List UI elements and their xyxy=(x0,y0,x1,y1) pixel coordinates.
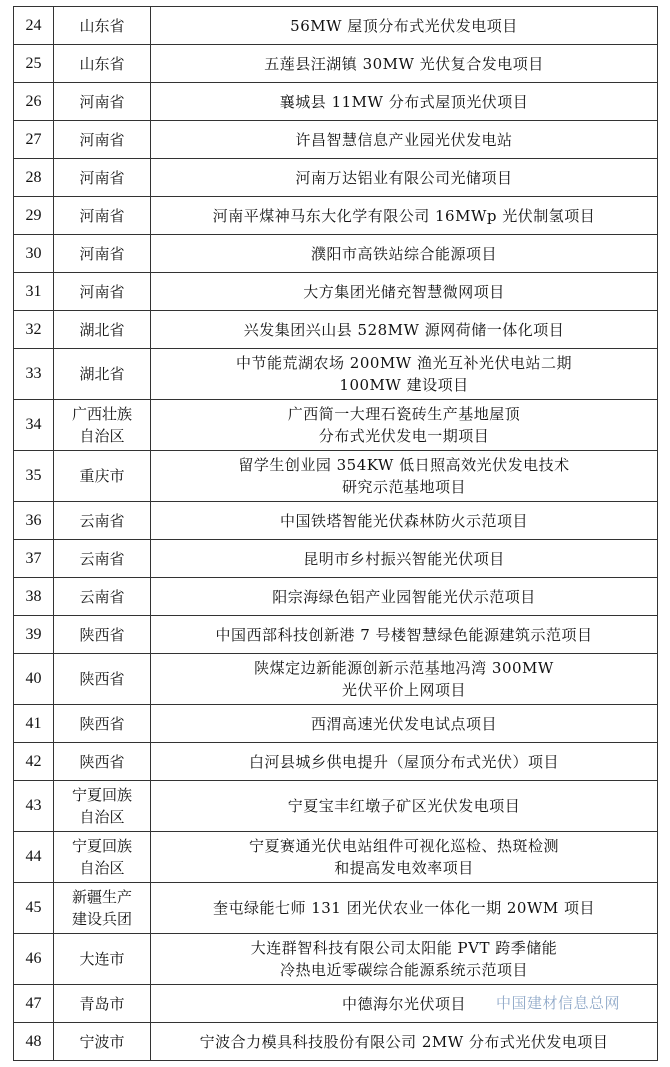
project-text: 宁夏赛通光伏电站组件可视化巡检、热斑检测 xyxy=(248,837,559,855)
province-text: 河南省 xyxy=(79,130,125,149)
province-text: 云南省 xyxy=(79,549,125,568)
project-text: 大方集团光储充智慧微网项目 xyxy=(303,282,505,301)
project-text: 中德海尔光伏项目 xyxy=(341,994,466,1013)
project-cell xyxy=(151,502,658,540)
project-text: 留学生创业园 354KW 低日照高效光伏发电技术 xyxy=(238,456,570,474)
project-table-body xyxy=(14,7,658,1061)
project-text: 中节能荒湖农场 200MW 渔光互补光伏电站二期 xyxy=(236,354,572,372)
row-number: 38 xyxy=(14,578,54,616)
province-cell xyxy=(54,311,151,349)
province-cell xyxy=(54,349,151,400)
province-text: 大连市 xyxy=(79,950,125,968)
table-row xyxy=(14,540,658,578)
project-cell xyxy=(151,705,658,743)
table-row xyxy=(14,121,658,159)
table-row xyxy=(14,616,658,654)
province-cell xyxy=(54,235,151,273)
table-row xyxy=(14,197,658,235)
row-number: 46 xyxy=(14,934,54,985)
project-cell xyxy=(151,311,658,349)
province-text: 河南省 xyxy=(79,244,125,263)
project-cell xyxy=(151,83,658,121)
province-cell xyxy=(54,451,151,502)
table-row xyxy=(14,1023,658,1061)
province-text: 陕西省 xyxy=(79,714,125,733)
row-number: 35 xyxy=(14,451,54,502)
table-row xyxy=(14,934,658,985)
project-cell xyxy=(151,197,658,235)
row-number: 48 xyxy=(14,1023,54,1061)
province-cell xyxy=(54,1023,151,1061)
table-row xyxy=(14,349,658,400)
province-text: 云南省 xyxy=(79,587,125,606)
table-row xyxy=(14,400,658,451)
row-number: 34 xyxy=(14,400,54,451)
province-text: 河南省 xyxy=(79,206,125,225)
province-cell xyxy=(54,159,151,197)
province-text: 河南省 xyxy=(79,92,125,111)
project-text: 五莲县汪湖镇 30MW 光伏复合发电项目 xyxy=(264,54,544,73)
table-row xyxy=(14,311,658,349)
project-text: 中国西部科技创新港 7 号楼智慧绿色能源建筑示范项目 xyxy=(215,625,593,644)
table-row xyxy=(14,578,658,616)
project-text: 襄城县 11MW 分布式屋顶光伏项目 xyxy=(279,92,529,111)
project-text: 许昌智慧信息产业园光伏发电站 xyxy=(295,130,513,149)
table-row xyxy=(14,502,658,540)
province-text: 湖北省 xyxy=(79,320,125,339)
project-cell xyxy=(151,781,658,832)
project-text: 奎屯绿能七师 131 团光伏农业一体化一期 20WM 项目 xyxy=(212,899,596,917)
province-cell xyxy=(54,832,151,883)
province-cell xyxy=(54,578,151,616)
table-row xyxy=(14,83,658,121)
row-number: 30 xyxy=(14,235,54,273)
province-text: 重庆市 xyxy=(79,467,125,485)
province-cell xyxy=(54,197,151,235)
row-number: 40 xyxy=(14,654,54,705)
row-number: 42 xyxy=(14,743,54,781)
row-number: 32 xyxy=(14,311,54,349)
row-number: 39 xyxy=(14,616,54,654)
province-cell xyxy=(54,616,151,654)
province-cell xyxy=(54,273,151,311)
project-cell xyxy=(151,654,658,705)
project-text: 西渭高速光伏发电试点项目 xyxy=(310,714,497,733)
project-cell xyxy=(151,451,658,502)
project-text: 宁波合力模具科技股份有限公司 2MW 分布式光伏发电项目 xyxy=(199,1032,609,1051)
project-cell xyxy=(151,45,658,83)
province-cell xyxy=(54,540,151,578)
project-cell xyxy=(151,540,658,578)
province-text: 青岛市 xyxy=(79,994,125,1013)
project-text: 陕煤定边新能源创新示范基地冯湾 300MW xyxy=(254,659,554,677)
province-text: 宁夏回族 xyxy=(71,786,132,804)
province-text: 云南省 xyxy=(79,511,125,530)
province-text: 广西壮族 xyxy=(71,405,132,423)
row-number: 37 xyxy=(14,540,54,578)
province-cell xyxy=(54,883,151,934)
province-text: 建设兵团 xyxy=(71,910,132,928)
province-cell xyxy=(54,934,151,985)
table-row xyxy=(14,7,658,45)
project-cell xyxy=(151,7,658,45)
table-row xyxy=(14,832,658,883)
project-text: 光伏平价上网项目 xyxy=(341,681,466,699)
row-number: 36 xyxy=(14,502,54,540)
project-table xyxy=(13,6,658,1061)
row-number: 29 xyxy=(14,197,54,235)
table-row xyxy=(14,883,658,934)
project-text: 白河县城乡供电提升（屋顶分布式光伏）项目 xyxy=(248,752,559,771)
row-number: 44 xyxy=(14,832,54,883)
table-row xyxy=(14,781,658,832)
province-text: 陕西省 xyxy=(79,670,125,688)
row-number: 47 xyxy=(14,985,54,1023)
project-cell xyxy=(151,273,658,311)
table-row xyxy=(14,743,658,781)
watermark-text: 中国建材信息总网 xyxy=(496,994,621,1012)
province-text: 陕西省 xyxy=(79,752,125,771)
row-number: 41 xyxy=(14,705,54,743)
table-row xyxy=(14,235,658,273)
project-cell xyxy=(151,400,658,451)
row-number: 28 xyxy=(14,159,54,197)
row-number: 25 xyxy=(14,45,54,83)
province-text: 山东省 xyxy=(79,54,125,73)
project-text: 研究示范基地项目 xyxy=(341,478,466,496)
project-text: 大连群智科技有限公司太阳能 PVT 跨季储能 xyxy=(250,939,558,957)
table-row xyxy=(14,45,658,83)
province-cell xyxy=(54,400,151,451)
project-text: 兴发集团兴山县 528MW 源网荷储一体化项目 xyxy=(243,320,565,339)
project-text: 中国铁塔智能光伏森林防火示范项目 xyxy=(279,511,528,530)
province-text: 宁波市 xyxy=(79,1032,125,1051)
project-cell xyxy=(151,578,658,616)
table-row xyxy=(14,159,658,197)
province-text: 自治区 xyxy=(79,427,125,445)
project-cell xyxy=(151,159,658,197)
province-cell xyxy=(54,502,151,540)
province-cell xyxy=(54,781,151,832)
row-number: 33 xyxy=(14,349,54,400)
row-number: 31 xyxy=(14,273,54,311)
province-cell xyxy=(54,985,151,1023)
project-cell xyxy=(151,349,658,400)
province-text: 新疆生产 xyxy=(71,888,132,906)
table-row xyxy=(14,705,658,743)
province-text: 山东省 xyxy=(79,16,125,35)
table-row xyxy=(14,451,658,502)
row-number: 45 xyxy=(14,883,54,934)
province-cell xyxy=(54,121,151,159)
project-text: 56MW 屋顶分布式光伏发电项目 xyxy=(290,16,518,35)
project-text: 濮阳市高铁站综合能源项目 xyxy=(310,244,497,263)
project-text: 100MW 建设项目 xyxy=(339,376,469,394)
province-text: 湖北省 xyxy=(79,365,125,383)
project-cell xyxy=(151,235,658,273)
table-row xyxy=(14,273,658,311)
province-text: 宁夏回族 xyxy=(71,837,132,855)
province-text: 河南省 xyxy=(79,282,125,301)
project-text: 阳宗海绿色铝产业园智能光伏示范项目 xyxy=(272,587,536,606)
province-cell xyxy=(54,7,151,45)
province-cell xyxy=(54,83,151,121)
province-cell xyxy=(54,705,151,743)
project-cell xyxy=(151,883,658,934)
province-cell xyxy=(54,45,151,83)
project-text: 广西简一大理石瓷砖生产基地屋顶 xyxy=(287,405,521,423)
project-cell xyxy=(151,121,658,159)
project-text: 分布式光伏发电一期项目 xyxy=(318,427,490,445)
province-cell xyxy=(54,654,151,705)
row-number: 43 xyxy=(14,781,54,832)
project-text: 河南万达铝业有限公司光储项目 xyxy=(295,168,513,187)
project-text: 昆明市乡村振兴智能光伏项目 xyxy=(303,549,505,568)
project-cell xyxy=(151,934,658,985)
project-text: 冷热电近零碳综合能源系统示范项目 xyxy=(279,961,528,979)
project-cell xyxy=(151,832,658,883)
project-text: 宁夏宝丰红墩子矿区光伏发电项目 xyxy=(287,797,521,815)
project-cell xyxy=(151,743,658,781)
table-row xyxy=(14,654,658,705)
row-number: 27 xyxy=(14,121,54,159)
row-number: 24 xyxy=(14,7,54,45)
project-cell xyxy=(151,1023,658,1061)
province-text: 河南省 xyxy=(79,168,125,187)
province-text: 陕西省 xyxy=(79,625,125,644)
province-text: 自治区 xyxy=(79,808,125,826)
project-text: 河南平煤神马东大化学有限公司 16MWp 光伏制氢项目 xyxy=(212,206,596,225)
row-number: 26 xyxy=(14,83,54,121)
project-cell xyxy=(151,616,658,654)
project-text: 和提高发电效率项目 xyxy=(334,859,474,877)
province-text: 自治区 xyxy=(79,859,125,877)
province-cell xyxy=(54,743,151,781)
